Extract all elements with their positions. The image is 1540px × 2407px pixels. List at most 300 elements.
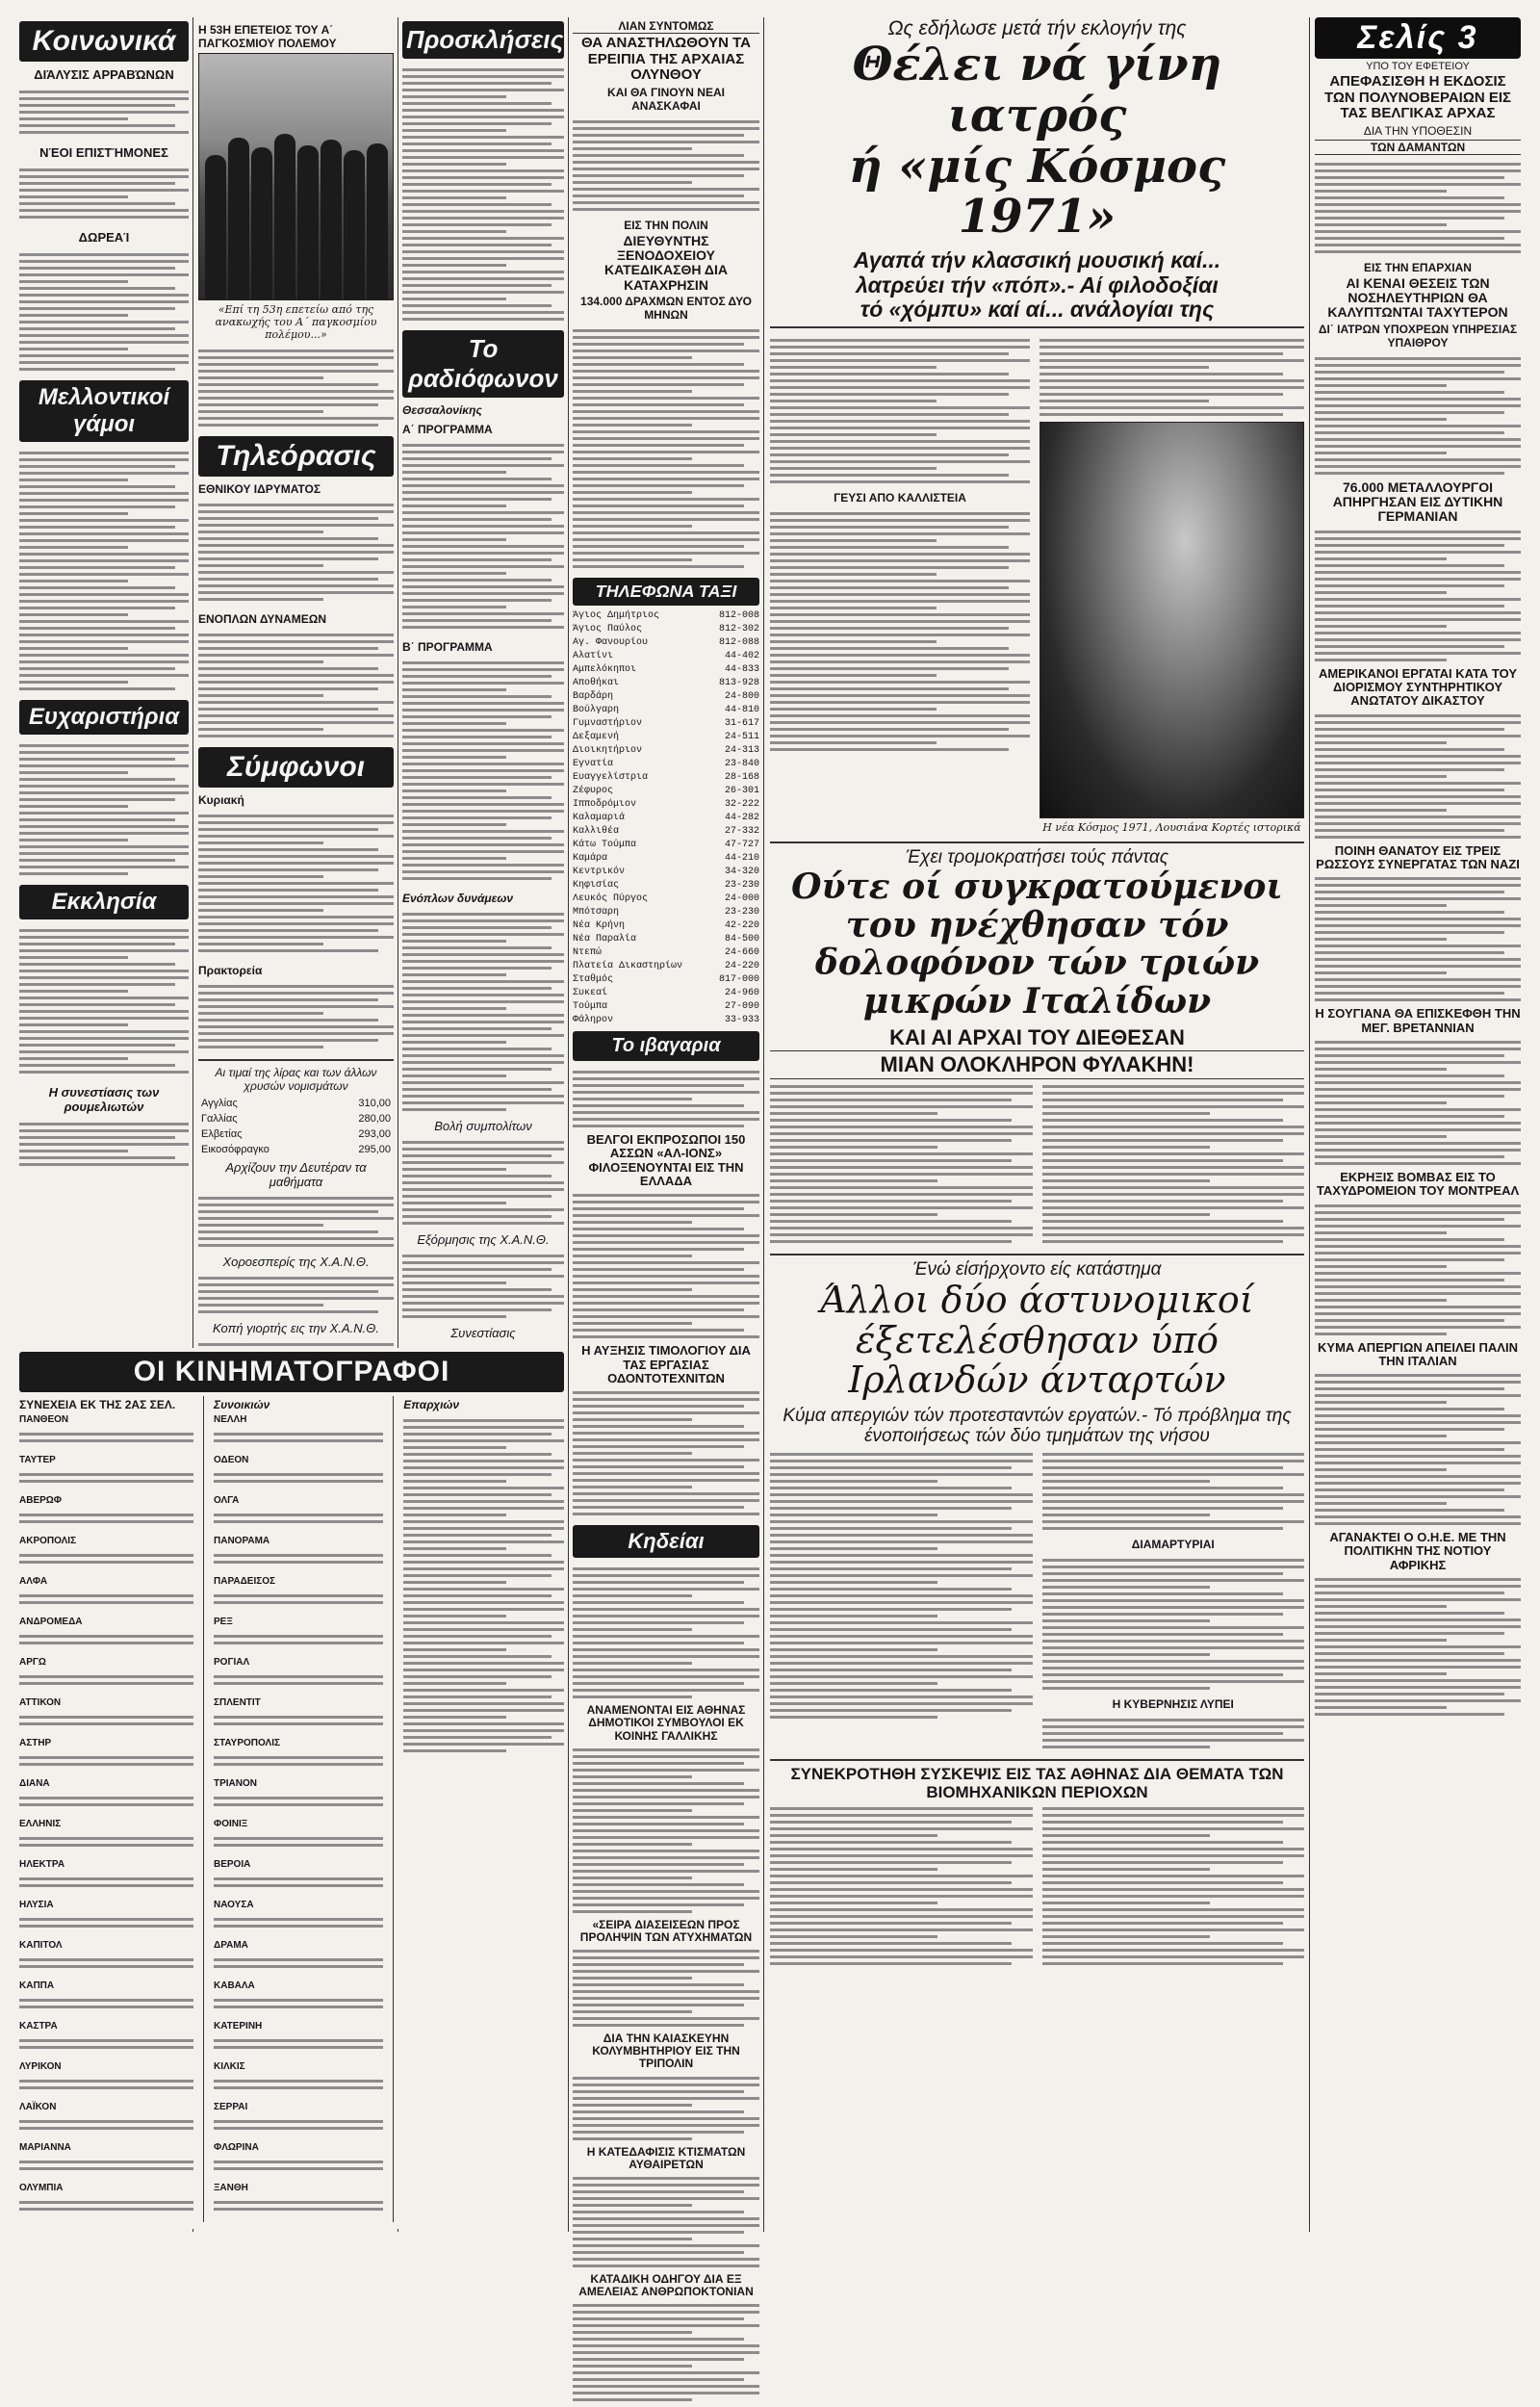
text-block [1315,525,1521,667]
text-block [19,85,189,140]
sport-heading: Κυριακή [198,793,244,807]
taxi-stand-name: Νέα Παραλία [573,934,637,945]
heading-new-scientists: ΝΈΟΙ ΕΠΙΣΤΉΜΟΝΕΣ [39,145,168,160]
headline-belgians: ΒΕΛΓΟΙ ΕΚΠΡΟΣΩΠΟΙ 150 ΑΣΣΩΝ «ΑΛ-ΙΟΝΣ» ΦΙΛΟΞΕΝΟΥΝΤΑΙ ΕΙΣ ΤΗΝ ΕΛΛΑΔΑ [586,1132,746,1188]
cinema-list-right [214,1413,383,2216]
list-item [214,2060,383,2095]
text-block [573,1944,759,2032]
text-block [198,809,394,958]
tv-heading: ΕΝΟΠΛΩΝ ΔΥΝΑΜΕΩΝ [198,612,327,626]
taxi-stand-number: 24-511 [724,732,759,743]
text-block [573,2171,759,2273]
subhead-whole-prison: ΜΙΑΝ ΟΛΟΚΛΗΡΟΝ ΦΥΛΑΚΗΝ! [770,1050,1304,1079]
banner-church: Εκκλησία [19,885,189,919]
list-item [19,1656,193,1691]
headline-councillors: ΑΝΑΜΕΝΟΝΤΑΙ ΕΙΣ ΑΘΗΝΑΣ ΔΗΜΟΤΙΚΟΙ ΣΥΜΒΟΥΛΟΙ ΕΚ ΚΟΙΝΗΣ ΓΑΛΛΙΚΗΣ [586,1703,746,1743]
text-block [573,1743,759,1919]
cinema-name: ΟΛΥΜΠΙΑ [19,2183,64,2193]
cinema-name: ΚΙΛΚΙΣ [214,2061,245,2072]
taxi-stand-number: 24-960 [724,988,759,999]
banner-invitations: Προσκλήσεις [402,21,564,59]
kicker-miss-world: Ως εδήλωσε μετά τήν εκλογήν της [887,17,1187,39]
subhead-hotel: 134.000 ΔΡΑΧΜΩΝ ΕΝΤΟΣ ΔΥΟ ΜΗΝΩΝ [580,295,752,323]
cinema-name: ΔΡΑΜΑ [214,1940,248,1951]
list-item [214,1656,383,1691]
cinema-name: ΔΙΑΝΑ [19,1778,50,1789]
taxi-stand-number: 44-833 [724,664,759,676]
text-block [198,979,394,1054]
program-b: Β΄ ΠΡΟΓΡΑΜΜΑ [402,640,493,654]
cinema-name: ΤΡΙΑΝΟΝ [214,1778,257,1789]
taxi-stand-name: Αποθήκαι [573,678,620,689]
list-item [19,2141,193,2176]
taxi-stand-number: 24-220 [724,961,759,972]
text-block [19,1117,189,1172]
table-row [573,744,759,758]
top-label: ΛΙΑΝ ΣΥΝΤΟΜΩΣ [573,19,759,34]
list-item [214,1535,383,1569]
text-block [573,1065,759,1133]
table-row [573,677,759,690]
cinema-name: ΦΛΩΡΙΝΑ [214,2142,259,2153]
cinema-name: ΠΑΝΟΡΑΜΑ [214,1536,270,1546]
list-item [19,2101,193,2135]
taxi-stand-number: 31-617 [724,718,759,730]
table-row [573,919,759,933]
sport-heading: Πρακτορεία [198,964,263,977]
table-row [573,866,759,879]
cinema-name: ΠΑΡΑΔΕΙΣΟΣ [214,1576,276,1587]
taxi-stand-number: 27-332 [724,826,759,838]
text-block [402,438,564,634]
taxi-stand-number: 34-320 [724,867,759,878]
taxi-stand-name: Συκεαί [573,988,608,999]
taxi-stand-name: Ιπποδρόμιον [573,799,637,811]
table-row [573,1000,759,1014]
text-block [402,63,564,326]
text-block [1042,1713,1305,1754]
cinema-name: ΑΚΡΟΠΟΛΙΣ [19,1536,77,1546]
taxi-stand-number: 812-302 [718,624,759,635]
list-item [19,1858,193,1893]
headline-driver: ΚΑΤΑΔΙΚΗ ΟΔΗΓΟΥ ΔΙΑ ΕΞ ΑΜΕΛΕΙΑΣ ΑΝΘΡΩΠΟΚΤΟΝΙΑΝ [578,2272,754,2299]
text-block [573,324,759,574]
text-block [402,656,564,886]
text-block [198,344,394,432]
taxi-stand-number: 817-000 [718,974,759,986]
heading-donations: ΔΩΡΕΑΊ [78,230,130,245]
column-main [770,17,1304,2232]
table-row [573,839,759,852]
taxi-stand-name: Νέα Κρήνη [573,920,626,932]
text-block [198,1271,394,1319]
headline-miss-world: ή «μίς Κόσμος 1971» [848,139,1226,245]
taxi-stand-number: 813-928 [718,678,759,689]
photo-caption: «Επί τη 53η επετείω από της ανακωχής του Α΄ παγκοσμίου πολέμου...» [215,303,377,341]
table-row [573,933,759,946]
cinema-name: ΟΛΓΑ [214,1495,240,1506]
taxi-stand-name: Καλλιθέα [573,826,620,838]
taxi-stand-number: 812-008 [718,610,759,622]
text-block [198,498,394,607]
taxi-stand-name: Άγιος Δημήτριος [573,610,660,622]
subhead-case: ΔΙΑ ΤΗΝ ΥΠΟΘΕΣΙΝ [1363,123,1473,138]
taxi-stand-name: Ντεπώ [573,947,603,959]
taxi-stand-name: Πλατεία Δικαστηρίων [573,961,683,972]
column-foreign [1315,17,1521,2232]
cinema-name: ΚΑΣΤΡΑ [19,2021,58,2032]
banner-weddings: Μελλοντικοί γάμοι [19,380,189,442]
table-row [573,717,759,731]
table-row: Εικοσόφραγκο 295,00 [201,1144,391,1155]
table-row: Ελβετίας 293,00 [201,1128,391,1140]
taxi-stand-name: Κεντρικόν [573,867,626,878]
table-row [573,663,759,677]
banner-tv: Τηλεόρασις [198,436,394,477]
cinema-name: ΑΤΤΙΚΟΝ [19,1697,62,1708]
headline-pool: ΔΙΑ ΤΗΝ ΚΑΙΑΣΚΕΥΗΝ ΚΟΛΥΜΒΗΤΗΡΙΟΥ ΕΙΣ ΤΗΝ ΤΡΙΠΟΛΙΝ [592,2032,740,2071]
taxi-stand-number: 26-301 [724,786,759,797]
list-item [214,1737,383,1772]
list-item [19,1696,193,1731]
taxi-stand-name: Μπότσαρη [573,907,620,919]
text-block [1042,1801,1305,1971]
taxi-stand-name: Τούμπα [573,1001,608,1013]
cinema-name: ΚΑΤΕΡΙΝΗ [214,2021,263,2032]
table-row [573,906,759,919]
list-item [19,1818,193,1852]
headline-killer: Ούτε οί συγκρατούμενοι του ηνέχθησαν τόν δολοφόνον τών τριών μικρών Ιταλίδων [791,867,1283,1022]
text-block [770,1079,1033,1249]
list-item [19,1454,193,1488]
cinema-name: ΣΤΑΥΡΟΠΟΛΙΣ [214,1738,280,1748]
text-block [1315,351,1521,480]
taxi-stand-name: Καλαμαριά [573,813,626,824]
miss-world-photo [1040,422,1304,818]
heading-protests: ΔΙΑΜΑΡΤΥΡΙΑΙ [1131,1537,1215,1551]
list-item [19,1939,193,1974]
table-row [573,785,759,798]
text-block [573,1385,759,1521]
taxi-stand-number: 42-220 [724,920,759,932]
taxi-stand-name: Ζέφυρος [573,786,614,797]
headline-dental: Η ΑΥΞΗΣΙΣ ΤΙΜΟΛΟΓΙΟΥ ΔΙΑ ΤΑΣ ΕΡΓΑΣΙΑΣ ΟΔΟΝΤΟΤΕΧΝΙΤΩΝ [581,1343,751,1385]
headline-visit: Η ΣΟΥΓΙΑΝΑ ΘΑ ΕΠΙΣΚΕΦΘΗ ΤΗΝ ΜΕΓ. ΒΡΕΤΑΝΝΙΑΝ [1315,1006,1521,1035]
taxi-stand-name: Εγνατία [573,759,614,770]
text-block [1315,1035,1521,1171]
cinema-name: ΚΑΠΠΑ [19,1980,55,1991]
taxi-stand-name: Κάτω Τούμπα [573,840,637,851]
taxi-stand-number: 23-230 [724,880,759,892]
table-row [573,973,759,987]
cinema-section [19,1348,564,2229]
taxi-stand-name: Αμπελόκηποι [573,664,637,676]
text-block [403,1413,564,1758]
headline-metalworkers: 76.000 ΜΕΤΑΛΛΟΥΡΓΟΙ ΑΠΗΡΓΗΣΑΝ ΕΙΣ ΔΥΤΙΚΗΝ ΓΕΡΜΑΝΙΑΝ [1332,479,1503,525]
cinema-name: ΕΛΛΗΝΙΣ [19,1819,62,1829]
table-row [573,771,759,785]
kicker-killer: Έχει τρομοκρατήσει τούς πάντας [906,847,1168,868]
cinema-name: ΣΠΛΕΝΤΙΤ [214,1697,261,1708]
text-block [770,1801,1033,1971]
banner-taxi-phones: ΤΗΛΕΦΩΝΑ ΤΑΞΙ [573,578,759,606]
text-block [573,2071,759,2146]
cinema-name: ΜΑΡΙΑΝΝΑ [19,2142,71,2153]
column-photo-tv [198,17,394,1346]
headline-industrial: ΣΥΝΕΚΡΟΤΗΘΗ ΣΥΣΚΕΨΙΣ ΕΙΣ ΤΑΣ ΑΘΗΝΑΣ ΔΙΑ ΘΕΜΑΤΑ ΤΩΝ ΒΙΟΜΗΧΑΝΙΚΩΝ ΠΕΡΙΟΧΩΝ [790,1764,1284,1801]
banner-deaths: Το ιβαγαρια [573,1031,759,1061]
taxi-stand-name: Άγιος Παύλος [573,624,643,635]
cinema-name: ΑΒΕΡΩΦ [19,1495,63,1506]
subhead-music: Αγαπά τήν κλασσική μουσική καί... [853,247,1221,273]
subhead-prison: ΚΑΙ ΑΙ ΑΡΧΑΙ ΤΟΥ ΔΙΕΘΕΣΑΝ [889,1025,1185,1050]
taxi-stand-number: 23-230 [724,907,759,919]
list-item [19,1575,193,1610]
taxi-stand-name: Διοικητήριον [573,745,643,757]
table-row [573,636,759,650]
table-row [573,825,759,839]
subhead-pop: λατρεύει τήν «πόπ».- Αί φιλοδοξίαι [856,272,1219,298]
text-block [770,506,1030,757]
taxi-stand-name: Αλατίνι [573,651,614,662]
cinema-continued: ΣΥΝΕΧΕΙΑ ΕΚ ΤΗΣ 2ΑΣ ΣΕΛ. [19,1398,176,1411]
banner-social: Κοινωνικά [19,21,189,62]
taxi-stand-number: 44-810 [724,705,759,716]
banner-thanks: Ευχαριστήρια [19,700,189,735]
list-item [214,1858,383,1893]
heading-cake: Κοπή γιορτής εις την Χ.Α.Ν.Θ. [213,1321,379,1335]
cinema-name: ΗΛΕΚΤΡΑ [19,1859,65,1870]
table-row [573,731,759,744]
text-block [19,738,189,881]
headline-un: ΑΓΑΝΑΚΤΕΙ Ο Ο.Η.Ε. ΜΕ ΤΗΝ ΠΟΛΙΤΙΚΗΝ ΤΗΣ ΝΟΤΙΟΥ ΑΦΡΙΚΗΣ [1329,1530,1506,1572]
headline-italy-strikes: ΚΥΜΑ ΑΠΕΡΓΙΩΝ ΑΠΕΙΛΕΙ ΠΑΛΙΝ ΤΗΝ ΙΤΑΛΙΑΝ [1318,1339,1518,1368]
cinema-name: ΑΛΦΑ [19,1576,48,1587]
cinema-name: ΗΛΥΣΙΑ [19,1900,54,1910]
table-row [573,623,759,636]
taxi-stand-number: 24-800 [724,691,759,703]
subhead-strikes: Κύμα απεργιών τών προτεσταντών εργατών.- Τό πρόβλημα της ένοποιήσεως τών δύο τμημάτων της νήσου [783,1406,1292,1446]
photo-caption: Η νέα Κόσμος 1971, Λουσιάνα Κορτές ιστορικά [1042,821,1301,835]
table-row: Αγγλίας 310,00 [201,1098,391,1109]
table-row [573,812,759,825]
taxi-stand-name: Δεξαμενή [573,732,620,743]
text-block [573,2298,759,2407]
taxi-stand-number: 24-313 [724,745,759,757]
taxi-stand-number: 32-222 [724,799,759,811]
banner-radio: Το ραδιόφωνον [402,330,564,398]
table-row [573,609,759,623]
headline-doctor: Θέλει νά γίνη ιατρός [852,38,1222,142]
forces-program: Ενόπλων δυνάμεων [402,892,514,905]
subhead-diamonds: ΤΩΝ ΔΑΜΑΝΤΩΝ [1315,140,1521,155]
text-block [1315,709,1521,844]
column-rule [568,17,569,2232]
text-block [198,628,394,743]
headline-american-workers: ΑΜΕΡΙΚΑΝΟΙ ΕΡΓΑΤΑΙ ΚΑΤΑ ΤΟΥ ΔΙΟΡΙΣΜΟΥ ΣΥΝΤΗΡΗΤΙΚΟΥ ΑΝΩΤΑΤΟΥ ΔΙΚΑΣΤΟΥ [1318,665,1518,709]
heading-government: Η ΚΥΒΕΡΝΗΣΙΣ ΛΥΠΕΙ [1112,1696,1234,1711]
list-item [19,2182,193,2216]
section-label: ΕΙΣ ΤΗΝ ΕΠΑΡΧΙΑΝ [1364,260,1472,274]
section-label: ΓΕΥΣΙ ΑΠΟ ΚΑΛΛΙΣΤΕΙΑ [834,491,966,505]
cinema-name: ΛΥΡΙΚΟΝ [19,2061,62,2072]
list-item [214,2182,383,2216]
text-block [1042,1079,1305,1249]
column-rule [763,17,764,2232]
taxi-stand-name: Γυμναστήριον [573,718,643,730]
list-item [214,1494,383,1529]
taxi-stand-number: 24-660 [724,947,759,959]
table-row [573,798,759,812]
banner-sport: Σύμφωνοι [198,747,394,788]
list-item [214,1616,383,1650]
heading-outing: Εξόρμησις της Χ.Α.Ν.Θ. [417,1232,550,1247]
text-block [402,1135,564,1230]
list-item [19,1413,193,1448]
heading-meeting: Βολή συμπολίτων [434,1119,532,1133]
list-item [19,1899,193,1933]
cinema-list-left [19,1413,193,2216]
headline-extradition: ΑΠΕΦΑΣΙΣΘΗ Η ΕΚΔΟΣΙΣ ΤΩΝ ΠΟΛΥΝΟΒΕΡΑΙΩΝ ΕΙΣ ΤΑΣ ΒΕΛΓΙΚΑΣ ΑΡΧΑΣ [1323,73,1512,121]
heading-dance: Χοροεσπερίς της Χ.Α.Ν.Θ. [222,1255,370,1269]
text-block [402,1249,564,1324]
gold-prices-title: Αι τιμαί της λίρας και των άλλων χρυσών νομισμάτων [215,1066,377,1093]
taxi-stand-number: 44-210 [724,853,759,865]
headline-demolition: Η ΚΑΤΕΔΑΦΙΣΙΣ ΚΤΙΣΜΑΤΩΝ ΑΥΘΑΙΡΕΤΩΝ [586,2144,746,2171]
table-row [573,946,759,960]
taxi-stand-number: 44-402 [724,651,759,662]
cinema-name: ΡΟΓΙΑΛ [214,1657,250,1668]
cinema-name: ΠΑΝΘΕΟΝ [19,1414,69,1425]
subhead-olynthos: ΚΑΙ ΘΑ ΓΙΝΟΥΝ ΝΕΑΙ ΑΝΑΣΚΑΦΑΙ [607,85,725,113]
text-block [1042,1553,1305,1695]
list-item [214,2101,383,2135]
table-row [573,758,759,771]
masthead-sub: ΥΠΟ ΤΟΥ ΕΦΕΤΕΙΟΥ [1366,61,1470,72]
list-item [214,1454,383,1488]
taxi-stand-name: Φάληρον [573,1015,614,1026]
headline-olynthos: ΘΑ ΑΝΑΣΤΗΛΩΘΟΥΝ ΤΑ ΕΡΕΙΠΙΑ ΤΗΣ ΑΡΧΑΙΑΣ ΟΛΥΝΘΟΥ [580,35,752,83]
column-rule [1309,17,1310,2232]
text-block [19,163,189,224]
cinema-name: ΝΕΛΛΗ [214,1414,247,1425]
list-item [214,1777,383,1812]
table-row [573,704,759,717]
heading-engagements: ΔΙΆΛΥΣΙΣ ΑΡΡΑΒΏΝΩΝ [34,67,174,82]
table-row [573,1014,759,1027]
cinema-name: ΣΕΡΡΑΙ [214,2102,248,2112]
list-item [19,2020,193,2055]
text-block [573,1188,759,1344]
text-block [1315,1199,1521,1341]
radio-city: Θεσσαλονίκης [402,403,482,417]
cinema-name: ΡΕΞ [214,1617,233,1627]
cinema-suburbs: Συνοικιών [214,1398,270,1411]
text-block [1315,1368,1521,1531]
text-block [1042,1447,1305,1536]
taxi-stand-number: 44-282 [724,813,759,824]
cinema-name: ΑΣΤΗΡ [19,1738,52,1748]
table-row [573,879,759,893]
taxi-stand-name: Σταθμός [573,974,614,986]
cinema-name: ΚΑΠΙΤΟΛ [19,1940,63,1951]
taxi-stand-name: Βούλγαρη [573,705,620,716]
group-photo [198,53,394,300]
list-item [19,1737,193,1772]
tv-heading: ΕΘΝΙΚΟΥ ΙΔΡΥΜΑΤΟΣ [198,482,321,496]
cinema-name: ΞΑΝΘΗ [214,2183,248,2193]
text-block [19,247,189,376]
text-block [19,446,189,696]
cinema-name: ΑΡΓΩ [19,1657,46,1668]
gold-prices-table [198,1095,394,1158]
table-row: Γαλλίας 280,00 [201,1113,391,1125]
taxi-stand-name: Ευαγγελίστρια [573,772,649,784]
list-item [19,1535,193,1569]
text-block [1315,157,1521,259]
taxi-stand-number: 33-933 [724,1015,759,1026]
list-item [19,1777,193,1812]
cinema-name: ΦΟΙΝΙΞ [214,1819,248,1829]
cinema-name: ΤΑΥΤΕΡ [19,1455,56,1465]
taxi-stand-name: Βαρδάρη [573,691,614,703]
masthead-page: Σελίς 3 [1315,17,1521,59]
section-label: ΕΙΣ ΤΗΝ ΠΟΛΙΝ [624,218,708,232]
list-item [214,1413,383,1448]
column-news [573,17,759,2299]
taxi-stand-number: 84-500 [724,934,759,945]
table-row [573,893,759,906]
cinema-name: ΚΑΒΑΛΑ [214,1980,255,1991]
headline-ireland: Άλλοι δύο άστυνομικοί έξετελέσθησαν ύπό Ιρλανδών άνταρτών [820,1278,1254,1402]
list-item [214,1899,383,1933]
cinema-name: ΑΝΔΡΟΜΕΔΑ [19,1617,83,1627]
banner-funerals: Κηδείαι [573,1525,759,1558]
list-item [214,1939,383,1974]
cinema-provinces: Επαρχιών [403,1398,460,1411]
text-block [19,923,189,1079]
text-block [573,1562,759,1704]
headline-death-penalty: ΠΟΙΝΗ ΘΑΝΑΤΟΥ ΕΙΣ ΤΡΕΙΣ ΡΩΣΣΟΥΣ ΣΥΝΕΡΓΑΤΑΣ ΤΩΝ ΝΑΖΙ [1316,842,1520,872]
taxi-stand-name: Κηφισίας [573,880,620,892]
taxi-phones-table [573,609,759,1027]
list-item [214,1575,383,1610]
photo-title: Η 53Η ΕΠΕΤΕΙΟΣ ΤΟΥ Α΄ ΠΑΓΚΟΣΜΙΟΥ ΠΟΛΕΜΟΥ [198,23,337,50]
table-row [573,650,759,663]
taxi-stand-number: 23-840 [724,759,759,770]
taxi-stand-number: 812-088 [718,637,759,649]
text-block [198,1191,394,1253]
cinema-name: ΛΑΪΚΟΝ [19,2102,57,2112]
taxi-stand-name: Λευκός Πύργος [573,893,649,905]
subhead-hobby: τό «χόμπυ» καί αί... ανάλογίαι της [860,296,1215,322]
table-row [573,852,759,866]
headline-hospitals: ΑΙ ΚΕΝΑΙ ΘΕΣΕΙΣ ΤΩΝ ΝΟΣΗΛΕΥΤΗΡΙΩΝ ΘΑ ΚΑΛΥΠΤΩΝΤΑΙ ΤΑΧΥΤΕΡΟΝ [1327,274,1508,321]
table-row [573,690,759,704]
column-social [19,17,189,1346]
headline-bomb: ΕΚΡΗΞΙΣ ΒΟΜΒΑΣ ΕΙΣ ΤΟ ΤΑΧΥΔΡΟΜΕΙΟΝ ΤΟΥ ΜΟΝΤΡΕΑΛ [1316,1169,1520,1199]
text-block [1040,333,1304,422]
program-a: Α΄ ΠΡΟΓΡΑΜΜΑ [402,423,493,436]
text-block [573,115,759,217]
list-item [214,2020,383,2055]
taxi-stand-number: 24-000 [724,893,759,905]
taxi-stand-number: 47-727 [724,840,759,851]
list-item [19,2060,193,2095]
table-row [573,960,759,973]
text-block [402,907,564,1117]
table-row [573,987,759,1000]
